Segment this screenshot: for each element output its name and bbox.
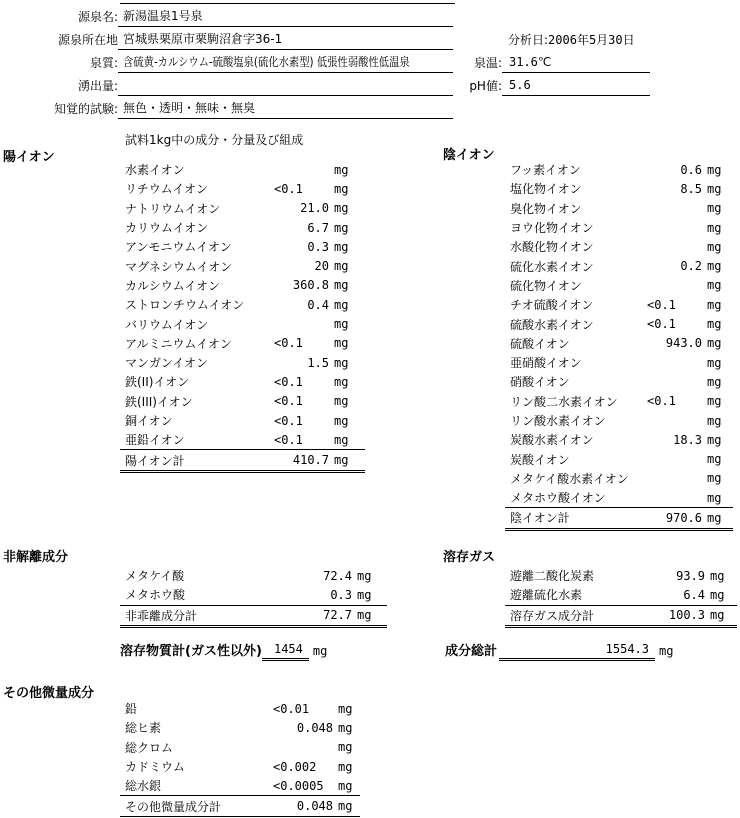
- component-name: 総クロム: [125, 740, 174, 755]
- component-name: メタケイ酸水素イオン: [510, 471, 629, 486]
- dissolved-total-label: 溶存物質計(ガス性以外): [120, 644, 262, 659]
- spring-quality-label: 泉質:: [89, 56, 118, 70]
- component-name: ストロンチウムイオン: [125, 298, 245, 313]
- table-row: [505, 411, 733, 430]
- component-value: 0.3: [307, 239, 329, 254]
- cations-section-title: 陽イオン: [3, 150, 55, 165]
- component-name: 硫酸イオン: [510, 336, 570, 351]
- table-row: [120, 353, 365, 372]
- anions-section-title: 陰イオン: [443, 148, 495, 163]
- nondissociated-table: [120, 566, 387, 628]
- field-source-name: [0, 6, 453, 27]
- component-name: カドミウム: [125, 760, 185, 775]
- field-spring-quality: [0, 52, 453, 73]
- component-name: 亜硝酸イオン: [510, 356, 582, 371]
- component-unit: mg: [334, 259, 349, 274]
- anions-total-unit: mg: [707, 510, 722, 525]
- grand-total-row: [445, 641, 673, 661]
- component-unit: mg: [334, 374, 349, 389]
- table-row: [505, 566, 737, 585]
- field-flow-rate: [0, 75, 453, 96]
- component-name: 亜鉛イオン: [125, 433, 185, 448]
- component-name: 銅イオン: [125, 414, 173, 428]
- trace-total-row: [120, 796, 360, 818]
- anions-items: [505, 160, 733, 508]
- dissolved-gas-section-title: 溶存ガス: [443, 550, 496, 565]
- component-unit: mg: [707, 432, 722, 447]
- component-unit: mg: [707, 452, 722, 467]
- cations-total-label: 陽イオン計: [125, 453, 185, 468]
- grand-total-unit: mg: [659, 644, 674, 658]
- component-value: 0.2: [680, 259, 702, 274]
- component-value: <0.1: [274, 394, 303, 409]
- component-value: <0.1: [274, 432, 303, 447]
- component-unit: mg: [710, 587, 725, 602]
- cations-total-unit: mg: [334, 453, 349, 468]
- trace-total-unit: mg: [338, 799, 353, 814]
- table-row: [505, 392, 733, 411]
- component-unit: mg: [707, 394, 722, 409]
- component-name: 水酸化物イオン: [510, 240, 594, 255]
- anions-total-value: 970.6: [665, 510, 702, 525]
- component-name: リチウムイオン: [125, 182, 209, 197]
- spring-quality-value: [118, 52, 453, 73]
- component-unit: mg: [707, 239, 722, 254]
- component-name: 臭化物イオン: [510, 201, 582, 216]
- table-row: [120, 430, 365, 450]
- component-value: 93.9: [676, 568, 705, 583]
- field-perception-test: [0, 98, 453, 119]
- analysis-date-value: 2006年5月30日: [548, 33, 635, 47]
- source-location-label: 源泉所在地: [57, 33, 118, 47]
- dissolved-gas-items: [505, 566, 737, 606]
- trace-table: [120, 699, 360, 818]
- table-row: [120, 411, 365, 430]
- table-row: [120, 392, 365, 411]
- component-value: <0.1: [647, 317, 676, 332]
- field-temperature: [440, 52, 650, 73]
- component-value: <0.1: [274, 374, 303, 389]
- component-unit: mg: [334, 413, 349, 428]
- grand-total-label: 成分総計: [445, 644, 498, 659]
- component-name: ナトリウムイオン: [125, 201, 221, 216]
- component-value: <0.002: [273, 759, 317, 774]
- component-unit: mg: [334, 220, 349, 235]
- component-name: リン酸二水素イオン: [510, 394, 618, 409]
- table-row: [120, 199, 365, 218]
- table-row: [505, 372, 733, 391]
- component-name: マンガンイオン: [125, 356, 209, 371]
- component-name: 鉄(III)イオン: [125, 394, 193, 409]
- component-unit: mg: [707, 278, 722, 293]
- field-analysis-date: [508, 29, 635, 50]
- spring-quality-text: 含硫黄-カルシウム-硫酸塩泉(硫化水素型) 低張性弱酸性低温泉: [123, 55, 410, 69]
- component-unit: mg: [334, 239, 349, 254]
- table-row: [120, 776, 360, 796]
- component-unit: mg: [707, 317, 722, 332]
- perception-test-value: 無色・透明・無味・無臭: [118, 98, 453, 119]
- source-location-value: 宮城県栗原市栗駒沼倉字36-1: [118, 29, 453, 50]
- table-row: [120, 314, 365, 333]
- component-value: 6.7: [307, 220, 329, 235]
- table-row: [505, 276, 733, 295]
- component-name: アンモニウムイオン: [125, 240, 232, 255]
- component-value: 8.5: [680, 181, 702, 196]
- cations-total-row: [120, 450, 365, 472]
- table-row: [120, 160, 365, 179]
- table-row: [120, 179, 365, 198]
- component-name: 遊離硫化水素: [510, 588, 583, 603]
- component-name: メタホウ酸: [125, 588, 186, 603]
- component-name: 炭酸水素イオン: [510, 433, 594, 448]
- trace-section-title: その他微量成分: [3, 686, 95, 701]
- component-name: 遊離二酸化炭素: [510, 569, 595, 584]
- trace-total-label: その他微量成分計: [125, 799, 222, 814]
- table-row: [120, 237, 365, 256]
- component-name: カリウムイオン: [125, 221, 209, 236]
- table-row: [120, 276, 365, 295]
- table-row: [120, 256, 365, 275]
- component-unit: mg: [707, 181, 722, 196]
- component-value: 0.6: [680, 162, 702, 177]
- component-value: 21.0: [300, 201, 329, 216]
- grand-total-value: 1554.3: [499, 641, 655, 661]
- component-name: メタホウ酸イオン: [510, 491, 606, 506]
- component-name: バリウムイオン: [125, 317, 209, 332]
- component-value: <0.1: [647, 394, 676, 409]
- ph-value: 5.6: [502, 75, 650, 96]
- component-value: 6.4: [683, 587, 705, 602]
- component-name: メタケイ酸: [125, 569, 185, 584]
- temperature-label: 泉温:: [473, 56, 502, 70]
- component-value: <0.1: [647, 297, 676, 312]
- component-unit: mg: [707, 355, 722, 370]
- analysis-date-label: 分析日:: [508, 33, 549, 47]
- flow-rate-value: [118, 95, 453, 96]
- component-unit: mg: [334, 355, 349, 370]
- component-unit: mg: [334, 278, 349, 293]
- nondissociated-total-row: [120, 606, 387, 628]
- source-name-value: 新湯温泉1号泉: [118, 6, 453, 27]
- field-ph: [440, 75, 650, 96]
- table-row: [505, 218, 733, 237]
- component-unit: mg: [334, 181, 349, 196]
- component-unit: mg: [357, 568, 372, 583]
- component-name: 水素イオン: [125, 163, 185, 178]
- table-row: [505, 449, 733, 468]
- nondissociated-section-title: 非解離成分: [3, 550, 69, 565]
- component-name: フッ素イオン: [510, 163, 581, 178]
- component-unit: mg: [707, 374, 722, 389]
- dissolved-gas-total-unit: mg: [710, 608, 725, 623]
- temperature-value: 31.6℃: [502, 52, 650, 73]
- component-name: 炭酸イオン: [510, 452, 570, 467]
- component-unit: mg: [707, 490, 722, 505]
- table-row: [505, 488, 733, 508]
- table-row: [505, 256, 733, 275]
- cations-total-value: 410.7: [292, 453, 329, 468]
- component-unit: mg: [707, 471, 722, 486]
- table-row: [120, 295, 365, 314]
- anions-total-row: [505, 508, 733, 530]
- component-name: ヨウ化物イオン: [510, 221, 594, 236]
- component-unit: mg: [334, 394, 349, 409]
- table-row: [505, 585, 737, 605]
- component-name: 総ヒ素: [125, 721, 162, 736]
- table-row: [505, 334, 733, 353]
- component-unit: mg: [338, 759, 353, 774]
- component-value: <0.1: [274, 336, 303, 351]
- table-row: [120, 334, 365, 353]
- ph-label: pH値:: [469, 79, 502, 93]
- cations-items: [120, 160, 365, 450]
- anions-total-label: 陰イオン計: [510, 511, 570, 526]
- dissolved-total-row: [120, 641, 327, 661]
- dissolved-gas-table: [505, 566, 737, 628]
- component-unit: mg: [334, 297, 349, 312]
- flow-rate-label: 湧出量:: [77, 79, 118, 93]
- component-unit: mg: [707, 259, 722, 274]
- component-unit: mg: [707, 162, 722, 177]
- anions-table: [505, 160, 733, 531]
- table-row: [120, 718, 360, 737]
- table-row: [505, 469, 733, 488]
- dissolved-gas-total-label: 溶存ガス成分計: [510, 608, 595, 623]
- table-row: [120, 738, 360, 757]
- component-value: 943.0: [665, 336, 702, 351]
- component-unit: mg: [338, 701, 353, 716]
- field-source-location: [0, 29, 453, 50]
- table-row: [120, 566, 387, 585]
- component-value: <0.1: [274, 181, 303, 196]
- component-unit: mg: [357, 587, 372, 602]
- component-unit: mg: [707, 297, 722, 312]
- component-value: 20: [314, 259, 329, 274]
- dissolved-total-unit: mg: [312, 644, 328, 658]
- component-value: 72.4: [323, 568, 352, 583]
- trace-items: [120, 699, 360, 796]
- table-row: [505, 430, 733, 449]
- table-row: [505, 237, 733, 256]
- trace-total-value: 0.048: [296, 799, 333, 814]
- component-name: アルミニウムイオン: [125, 336, 232, 351]
- table-row: [505, 353, 733, 372]
- top-rule: [120, 3, 455, 4]
- component-value: <0.1: [274, 413, 303, 428]
- table-row: [120, 699, 360, 718]
- component-name: 硫化水素イオン: [510, 259, 594, 274]
- component-value: <0.01: [273, 701, 310, 716]
- component-value: 0.3: [330, 587, 352, 602]
- dissolved-gas-total-row: [505, 606, 737, 628]
- table-row: [505, 295, 733, 314]
- component-unit: mg: [334, 317, 349, 332]
- nondissociated-total-unit: mg: [357, 608, 372, 623]
- component-unit: mg: [334, 162, 349, 177]
- component-name: 硫酸水素イオン: [510, 317, 594, 332]
- component-unit: mg: [334, 336, 349, 351]
- source-name-label: 源泉名:: [77, 10, 118, 24]
- table-row: [505, 179, 733, 198]
- component-name: リン酸水素イオン: [510, 414, 606, 428]
- component-unit: mg: [707, 201, 722, 216]
- component-name: マグネシウムイオン: [125, 259, 233, 274]
- component-name: チオ硫酸イオン: [510, 298, 594, 313]
- component-value: <0.0005: [273, 778, 324, 793]
- nondissociated-items: [120, 566, 387, 606]
- dissolved-total-value: 1454: [262, 641, 309, 661]
- dissolved-gas-total-value: 100.3: [668, 608, 705, 623]
- component-unit: mg: [338, 740, 353, 755]
- table-row: [120, 757, 360, 776]
- component-unit: mg: [707, 220, 722, 235]
- component-name: 総水銀: [125, 779, 162, 794]
- component-name: カルシウムイオン: [125, 278, 220, 293]
- component-unit: mg: [338, 778, 353, 793]
- perception-test-label: 知覚的試験:: [53, 102, 118, 116]
- component-value: 0.4: [307, 297, 329, 312]
- table-row: [120, 372, 365, 391]
- component-name: 硫化物イオン: [510, 278, 582, 293]
- sample-title: 試料1kg中の成分・分量及び組成: [125, 133, 304, 147]
- nondissociated-total-label: 非乖離成分計: [125, 608, 198, 623]
- component-value: 0.048: [296, 720, 333, 735]
- table-row: [505, 199, 733, 218]
- table-row: [120, 585, 387, 605]
- table-row: [120, 218, 365, 237]
- component-value: 18.3: [673, 432, 702, 447]
- component-name: 硝酸イオン: [510, 375, 570, 390]
- component-unit: mg: [707, 413, 722, 428]
- cations-table: [120, 160, 365, 473]
- component-value: 1.5: [307, 355, 329, 370]
- component-unit: mg: [338, 720, 353, 735]
- component-unit: mg: [707, 336, 722, 351]
- component-unit: mg: [334, 432, 349, 447]
- component-name: 鉛: [125, 702, 138, 717]
- table-row: [505, 160, 733, 179]
- table-row: [505, 314, 733, 333]
- component-name: 塩化物イオン: [510, 182, 582, 197]
- component-unit: mg: [710, 568, 725, 583]
- component-value: 360.8: [292, 278, 329, 293]
- component-unit: mg: [334, 201, 349, 216]
- nondissociated-total-value: 72.7: [323, 608, 352, 623]
- component-name: 鉄(II)イオン: [125, 375, 190, 390]
